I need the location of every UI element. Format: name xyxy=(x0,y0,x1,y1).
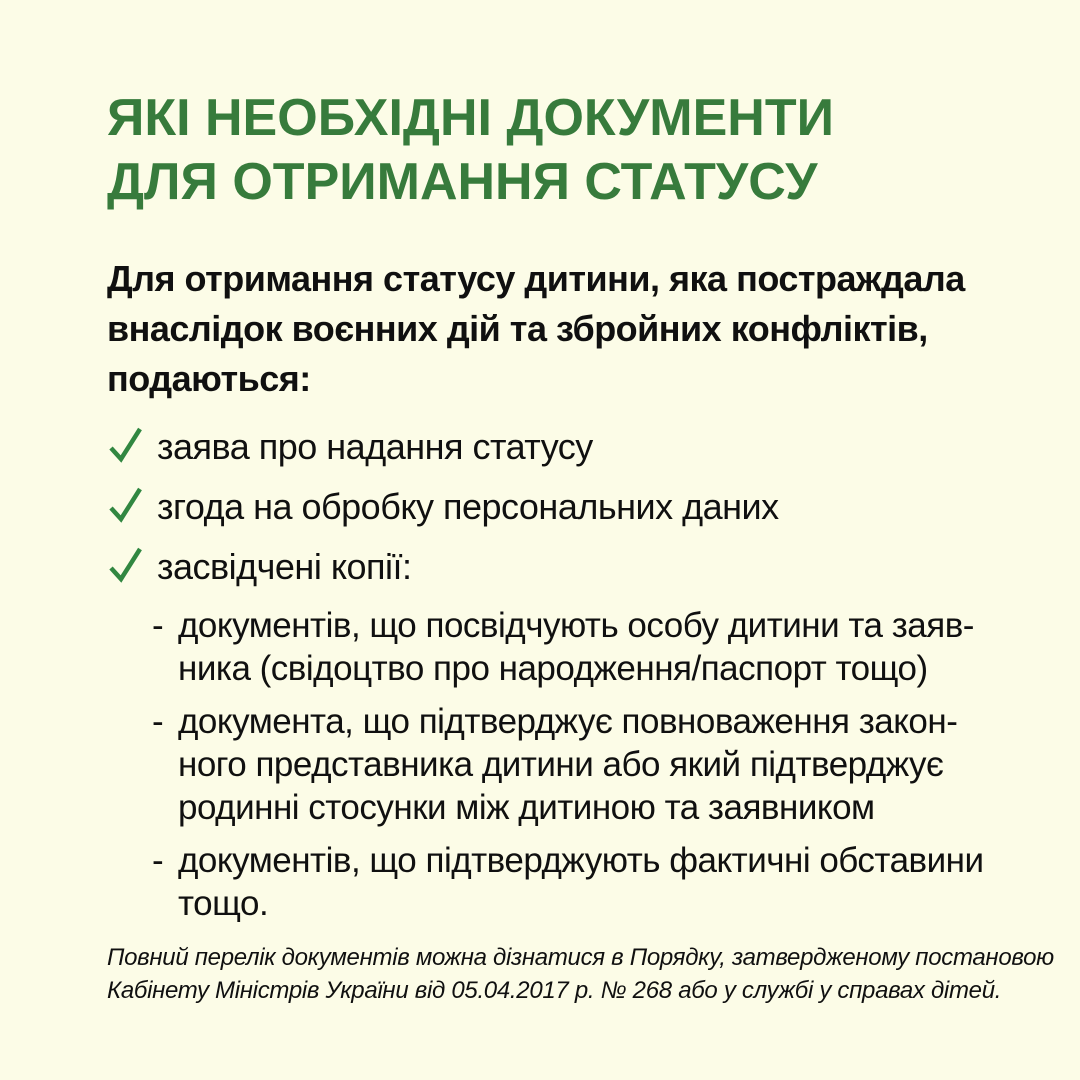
intro-paragraph xyxy=(107,254,1065,404)
certified-copies-sublist xyxy=(152,604,1065,925)
sublist-item xyxy=(152,839,1065,925)
document-checklist xyxy=(107,424,1065,925)
page-title-line-1: ЯКІ НЕОБХІДНІ ДОКУМЕНТИ xyxy=(107,89,834,147)
list-item xyxy=(107,424,1065,470)
checkmark-icon xyxy=(107,426,144,466)
list-item-label: засвідчені копії: xyxy=(157,546,412,587)
intro-line-1: Для отримання статусу дитини, яка постраждала xyxy=(107,258,965,299)
dash-bullet: - xyxy=(152,841,164,880)
sublist-item xyxy=(152,604,1065,690)
intro-line-2: внаслідок воєнних дій та збройних конфліктів, xyxy=(107,308,928,349)
footer-line-1: Повний перелік документів можна дізнатися в Порядку, затвердженому постановою xyxy=(107,944,1054,971)
dash-bullet: - xyxy=(152,702,164,741)
checkmark-icon xyxy=(107,546,144,586)
sublist-item-text xyxy=(178,604,974,690)
checkmark-icon xyxy=(107,486,144,526)
dash-bullet: - xyxy=(152,606,164,645)
footer-note xyxy=(107,941,1065,1007)
card-content xyxy=(107,0,1065,1007)
page-title xyxy=(107,86,1065,214)
sublist-item-line: родинні стосунки між дитиною та заявником xyxy=(178,788,875,827)
sublist-item xyxy=(152,700,1065,829)
sublist-item-line: документів, що посвідчують особу дитини та заяв- xyxy=(178,606,974,645)
sublist-item-line: документа, що підтверджує повноваження закон- xyxy=(178,702,958,741)
sublist-item-text xyxy=(178,839,984,925)
sublist-item-line: ника (свідоцтво про народження/паспорт тощо) xyxy=(178,649,928,688)
sublist-item-text xyxy=(178,700,957,829)
sublist-item-line: ного представника дитини або який підтверджує xyxy=(178,745,944,784)
list-item-label: згода на обробку персональних даних xyxy=(157,486,779,527)
list-item xyxy=(107,484,1065,530)
page-title-line-2: ДЛЯ ОТРИМАННЯ СТАТУСУ xyxy=(107,153,818,211)
footer-line-2: Кабінету Міністрів України від 05.04.2017 р. № 268 або у службі у справах дітей. xyxy=(107,977,1002,1004)
list-item xyxy=(107,544,1065,590)
sublist-item-line: тощо. xyxy=(178,884,269,923)
intro-line-3: подаються: xyxy=(107,358,311,399)
list-item-label: заява про надання статусу xyxy=(157,426,593,467)
sublist-item-line: документів, що підтверджують фактичні обставини xyxy=(178,841,984,880)
